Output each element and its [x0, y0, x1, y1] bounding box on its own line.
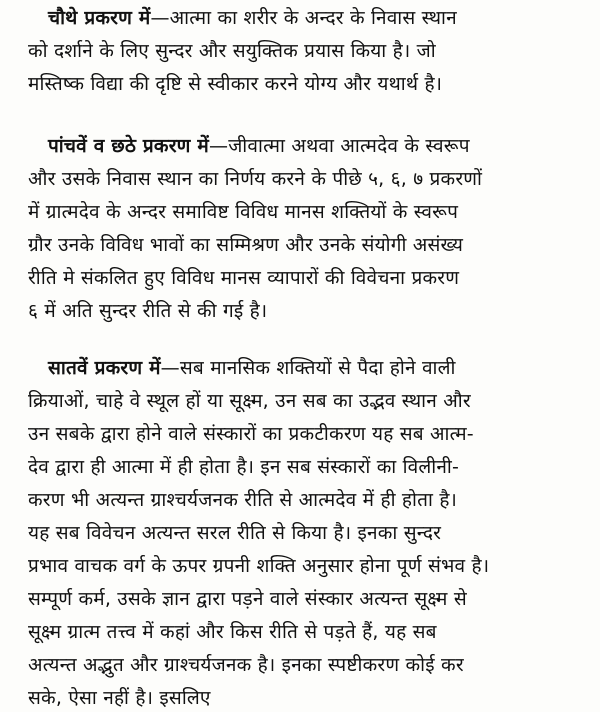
- text-line: को दर्शाने के लिए सुन्दर और सयुक्तिक प्रयास किया है। जो: [28, 40, 436, 62]
- text-line: [28, 352, 586, 385]
- text-line: सके, ऐसा नहीं है। इसलिए: [28, 687, 211, 709]
- text-line: सूक्ष्म ग्रात्म तत्त्व में कहां और किस रीति से पड़ते हैं, यह सब: [28, 621, 437, 643]
- paragraph-chapter-four: [28, 2, 586, 101]
- text-line: में ग्रात्मदेव के अन्दर समाविष्ट विविध मानस शक्तियों के स्वरूप: [28, 201, 459, 223]
- text-line: उन सबके द्वारा होने वाले संस्कारों का प्रकटीकरण यह सब आत्म-: [28, 423, 474, 445]
- text-line: [28, 130, 586, 163]
- text-run: —आत्मा का शरीर के अन्दर के निवास स्थान: [150, 7, 457, 29]
- text-line: सम्पूर्ण कर्म, उसके ज्ञान द्वारा पड़ने वाले संस्कार अत्यन्त सूक्ष्म से: [28, 588, 467, 610]
- text-line: ग्रौर उनके विविध भावों का सम्मिश्रण और उनके संयोगी असंख्य: [28, 234, 464, 256]
- text-line: और उसके निवास स्थान का निर्णय करने के पीछे ५, ६, ७ प्रकरणों: [28, 168, 483, 190]
- text-line: मस्तिष्क विद्या की दृष्टि से स्वीकार करने योग्य और यथार्थ है।: [28, 73, 443, 95]
- text-line: क्रियाओं, चाहे वे स्थूल हों या सूक्ष्म, उन सब का उद्भव स्थान और: [28, 390, 471, 412]
- paragraph-lead: पांचवें व छठे प्रकरण में: [48, 135, 209, 157]
- text-line: [28, 2, 586, 35]
- paragraph-chapter-seven: [28, 352, 586, 715]
- text-line: प्रभाव वाचक वर्ग के ऊपर ग्रपनी शक्ति अनुसार होना पूर्ण संभव है।: [28, 555, 490, 577]
- paragraph-lead: सातवें प्रकरण में: [48, 357, 161, 379]
- paragraph-lead: चौथे प्रकरण में: [48, 7, 151, 29]
- text-run: —जीवात्मा अथवा आत्मदेव के स्वरूप: [209, 135, 470, 157]
- text-line: देव द्वारा ही आत्मा में ही होता है। इन सब संस्कारों का विलीनी-: [28, 456, 460, 478]
- text-line: अत्यन्त अद्भुत और ग्राश्चर्यजनक है। इनका स्पष्टीकरण कोई कर: [28, 654, 464, 676]
- paragraph-chapters-five-six: [28, 130, 586, 328]
- text-line: रीति मे संकलित हुए विविध मानस व्यापारों की विवेचना प्रकरण: [28, 267, 460, 289]
- text-line: यह सब विवेचन अत्यन्त सरल रीति से किया है। इनका सुन्दर: [28, 522, 442, 544]
- text-run: —सब मानसिक शक्तियों से पैदा होने वाली: [160, 357, 456, 379]
- text-line: करण भी अत्यन्त ग्राश्चर्यजनक रीति से आत्मदेव में ही होता है।: [28, 489, 458, 511]
- text-line: ६ में अति सुन्दर रीति से की गई है।: [28, 300, 268, 322]
